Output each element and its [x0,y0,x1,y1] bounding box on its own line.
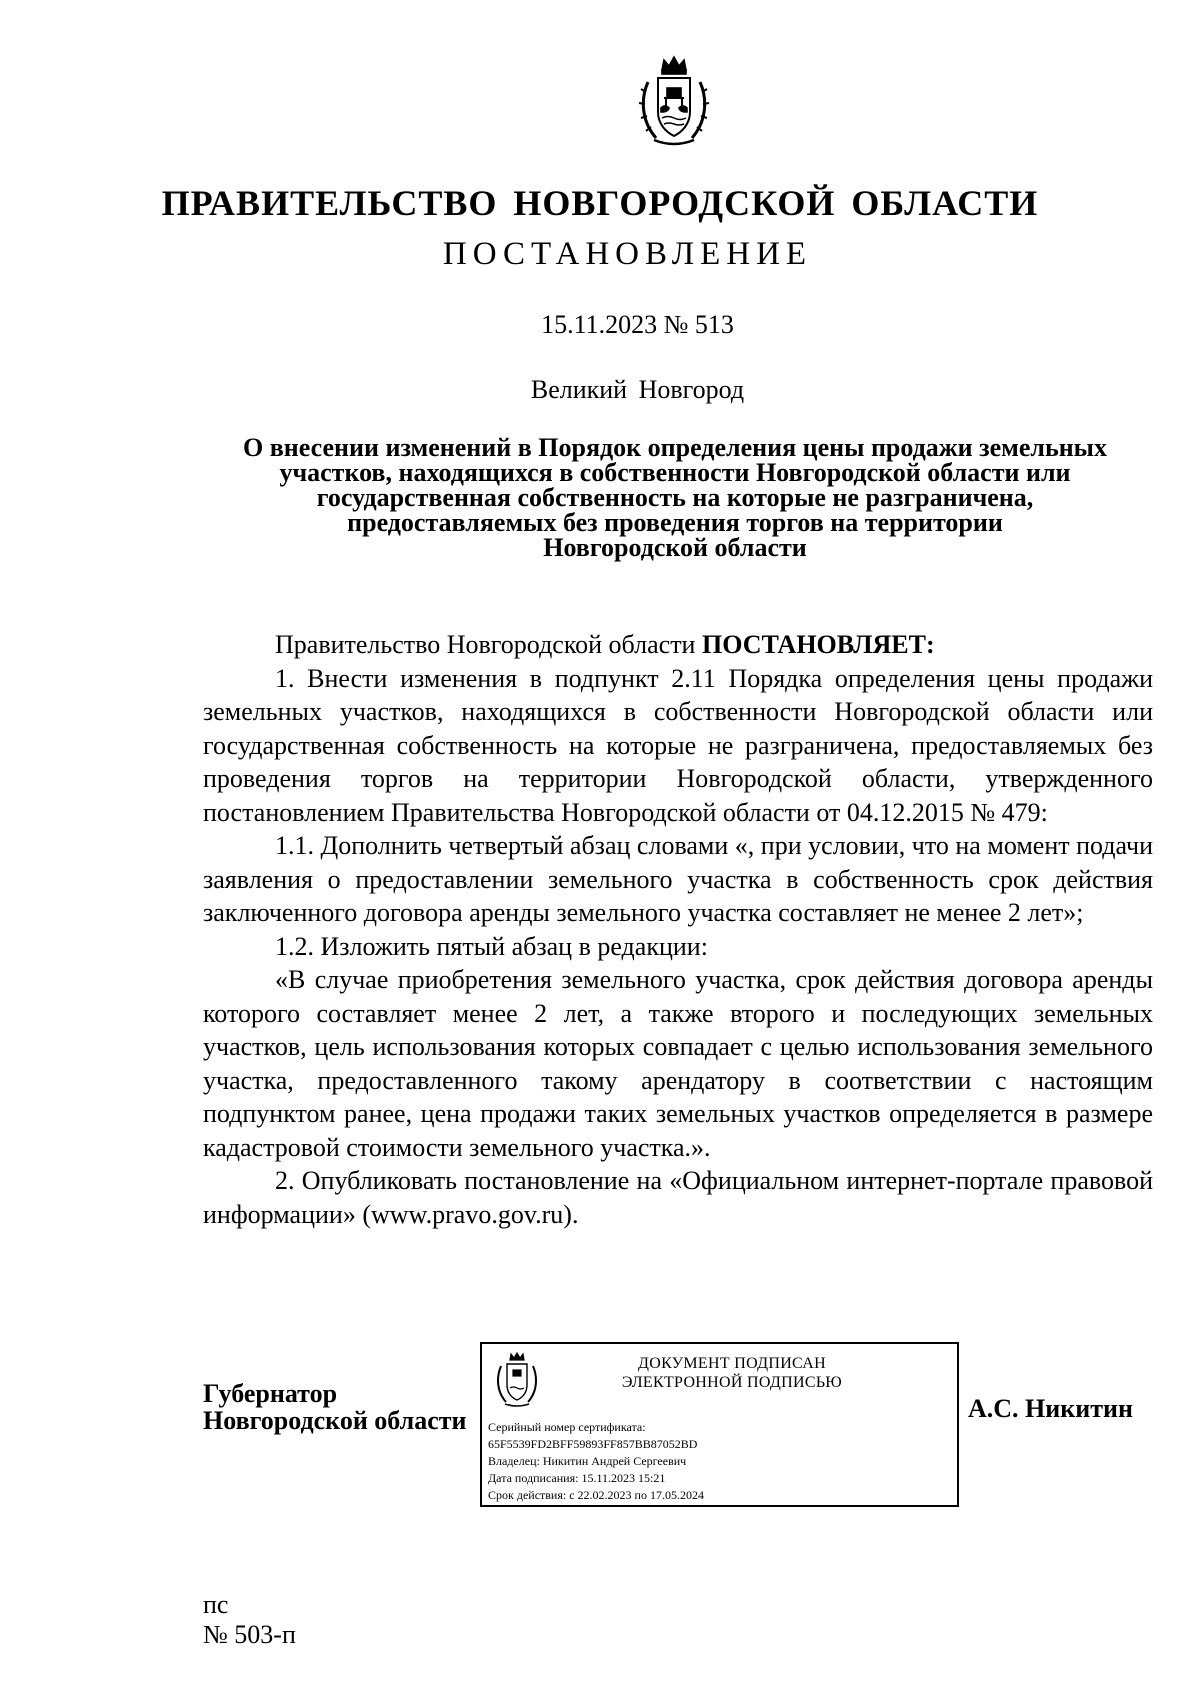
decree-intro-text: Правительство Новгородской области [275,630,696,659]
title-line: предоставляемых без проведения торгов на территории [347,508,1003,537]
footer-code-line: № 503-п [203,1620,296,1649]
paragraph: 2. Опубликовать постановление на «Официальном интернет-портале правовой информации» (www.pravo.gov.ru). [203,1166,1153,1229]
stamp-details [488,1419,704,1504]
signer-name: А.С. Никитин [968,1394,1133,1423]
stamp-coat-of-arms-icon [493,1350,541,1408]
document-body [203,628,1153,1231]
paragraph: 1.2. Изложить пятый абзац в редакции: [275,931,708,961]
signing-date: Дата подписания: 15.11.2023 15:21 [488,1471,666,1485]
paragraph: 1. Внести изменения в подпункт 2.11 Порядка определения цены продажи земельных участков, находящихся в собственности Новгородской области или государственная собственность на которые не разграничена, предоставляемых без проведения торгов на территории Новгородской области, утвержденного постановлением Правительства Новгородской области от 04.12.2015 № 479: [203,663,1153,827]
title-line: государственная собственность на которые не разграничена, [316,483,1034,512]
document-date-number: 15.11.2023 № 513 [541,310,734,339]
document-title [210,435,1140,560]
paragraph: «В случае приобретения земельного участка, срок действия договора аренды которого составляет менее 2 лет, а также второго и последующих земельных участков, цель использования которых совпадает с целью использования земельного участка, предоставленного такому арендатору в соответствии с настоящим подпунктом ранее, цена продажи таких земельных участков определяется в размере кадастровой стоимости земельного участка.». [203,965,1153,1162]
certificate-label: Серийный номер сертификата: [488,1420,646,1434]
title-line: участков, находящихся в собственности Новгородской области или [279,458,1071,487]
certificate-validity: Срок действия: с 22.02.2023 по 17.05.2024 [488,1488,704,1502]
title-line: Новгородской области [543,533,807,562]
footer-code-line: пс [203,1590,229,1619]
stamp-header-line: ЭЛЕКТРОННОЙ ПОДПИСЬЮ [621,1374,843,1391]
coat-of-arms-icon [634,52,714,152]
position-line: Губернатор [203,1379,338,1408]
paragraph: 1.1. Дополнить четвертый абзац словами «, при условии, что на момент подачи заявления о предоставлении земельного участка в собственность срок действия заключенного договора аренды земельного участка составляет не менее 2 лет»; [203,831,1153,927]
title-line: О внесении изменений в Порядок определения цены продажи земельных [243,433,1107,462]
footer-code [203,1590,296,1650]
document-city: Великий Новгород [530,375,745,404]
signatory-position [203,1380,467,1434]
stamp-header-line: ДОКУМЕНТ ПОДПИСАН [638,1355,826,1372]
decree-intro [203,628,1153,662]
decree-verb: ПОСТАНОВЛЯЕТ: [701,630,935,659]
electronic-signature-stamp [480,1342,959,1507]
certificate-owner: Владелец: Никитин Андрей Сергеевич [488,1454,687,1468]
stamp-header [562,1354,902,1392]
government-title: ПРАВИТЕЛЬСТВО НОВГОРОДСКОЙ ОБЛАСТИ [161,183,1039,223]
document-type: ПОСТАНОВЛЕНИЕ [442,236,813,272]
position-line: Новгородской области [203,1406,467,1435]
certificate-number: 65F5539FD2BFF59893FF857BB87052BD [488,1437,698,1451]
